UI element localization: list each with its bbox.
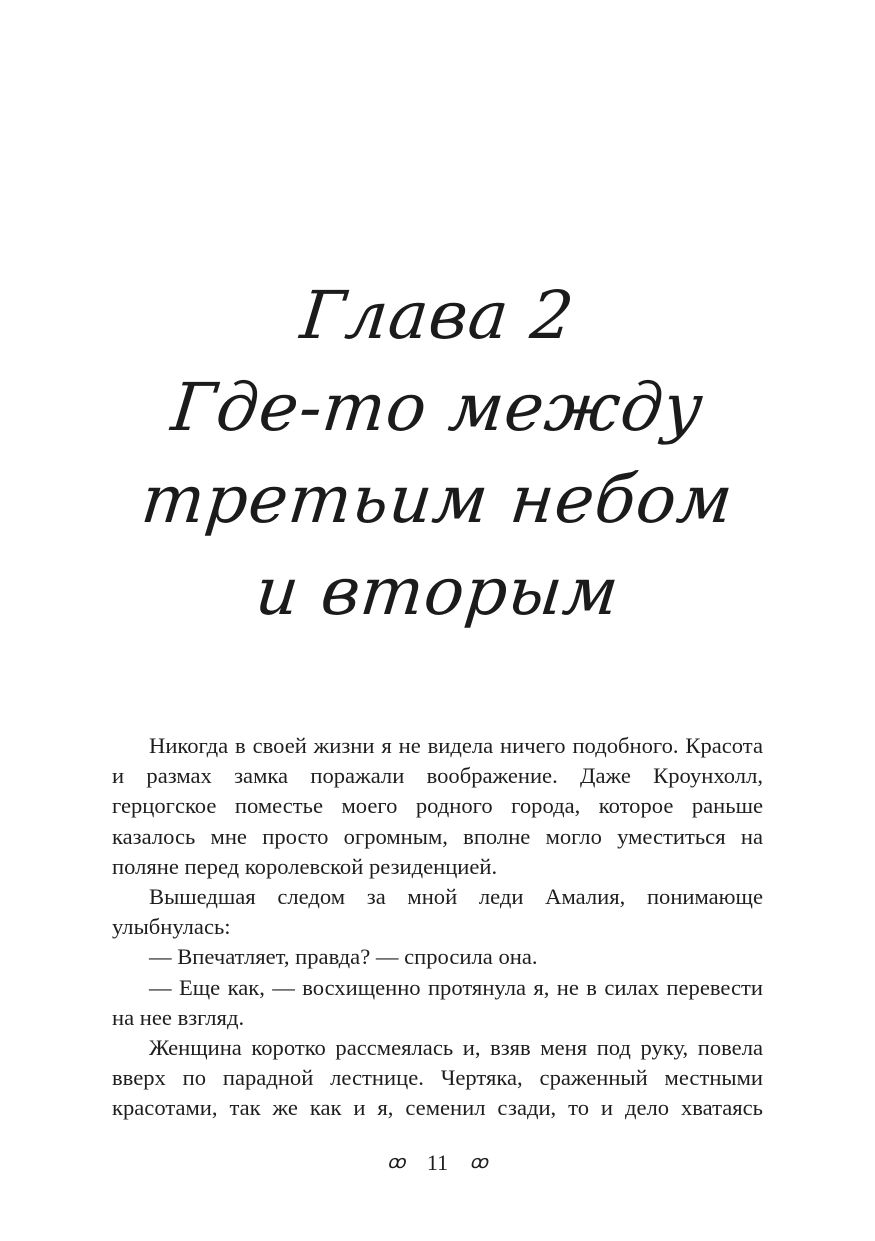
body-text (112, 731, 763, 1124)
chapter-title-line-1: Где-то между (167, 369, 708, 446)
ornament-right-icon: ꝏ (469, 1152, 488, 1173)
dialogue-line: — Впечатляет, правда? — спросила она. (149, 944, 538, 970)
paragraph: Никогда в своей жизни я не видела ничего подобного. Красота и размах замка поражали воображение. Даже Кроунхолл, герцогское поместье моего родного города, которое раньше казалось мне просто огромным, вполне могло уместиться на поляне перед королевской резиденцией. (112, 733, 763, 879)
page-footer (0, 1148, 875, 1176)
dialogue-line: — Еще как, — восхищенно протянула я, не в силах перевести на нее взгляд. (112, 974, 763, 1030)
paragraph: Вышедшая следом за мной леди Амалия, понимающе улыбнулась: (112, 884, 763, 940)
ornament-left-icon: ꝏ (387, 1152, 406, 1173)
chapter-title-line-2: третьим небом (138, 461, 738, 538)
chapter-title-line-3: и вторым (252, 553, 624, 630)
chapter-title (0, 270, 875, 638)
page-number: 11 (426, 1149, 449, 1175)
paragraph: Женщина коротко рассмеялась и, взяв меня под руку, повела вверх по парадной лестнице. Чертяка, сраженный местными красотами, так же как и я, семенил сзади, то и дело хватаясь (112, 1035, 763, 1121)
chapter-number: Глава 2 (297, 277, 579, 354)
